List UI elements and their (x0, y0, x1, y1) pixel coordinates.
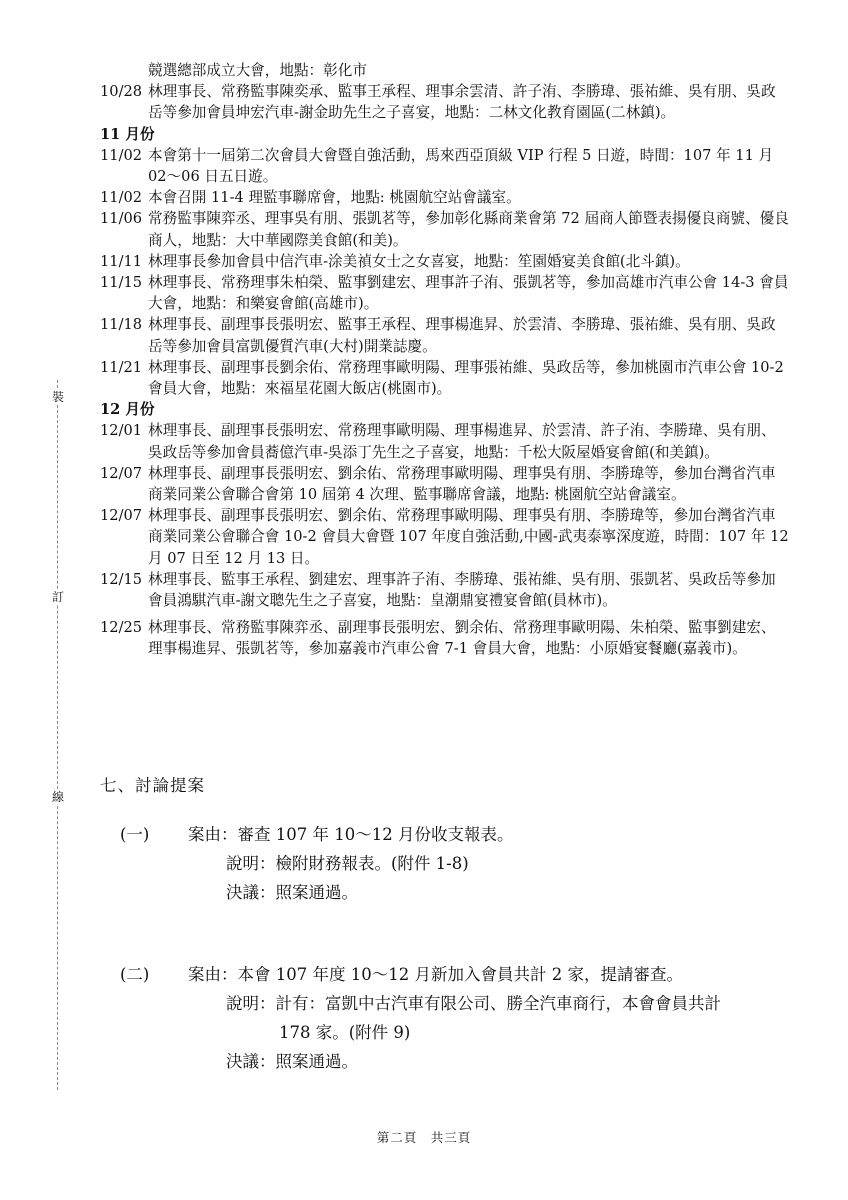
log-entry (100, 251, 790, 272)
entry-text: 常務監事陳弈丞、理事吳有朋、張凱茗等，參加彰化縣商業會第 72 屆商人節暨表揚優良商號、優良商人，地點：大中華國際美食館(和美)。 (148, 210, 789, 249)
activity-log (100, 60, 790, 660)
entry-text: 林理事長、常務理事朱柏榮、監事劉建宏、理事許子洧、張凱茗等，參加高雄市汽車公會 14-3 會員大會，地點：和樂宴會館(高雄市)。 (148, 274, 789, 313)
description-text: 檢附財務報表。(附件 1-8) (275, 854, 469, 873)
month-heading: 12 月份 (100, 401, 155, 419)
resolution-label: 決議： (226, 883, 276, 902)
case-text: 本會 107 年度 10～12 月新加入會員共計 2 家，提請審查。 (237, 965, 683, 984)
entry-text: 林理事長、副理事長張明宏、監事王承程、理事楊進昇、於雲清、李勝瑋、張祐維、吳有朋、吳政岳等參加會員富凱優質汽車(大村)開業誌慶。 (148, 316, 776, 355)
resolution-text: 照案通過。 (275, 883, 358, 902)
binding-mark: 訂 (51, 590, 64, 604)
entry-text: 林理事長、副理事長張明宏、常務理事歐明陽、理事楊進昇、於雲清、許子洧、李勝瑋、吳有朋、吳政岳等參加會員蕎億汽車-吳添丁先生之子喜宴，地點：千松大阪屋婚宴會館(和美鎮)。 (148, 422, 776, 461)
proposal-number: (一) (120, 825, 150, 844)
entry-text: 林理事長、副理事長張明宏、劉余佑、常務理事歐明陽、理事吳有朋、李勝瑋等，參加台灣省汽車商業同業公會聯合會第 10 屆第 4 次理、監事聯席會議，地點: 桃園航空站會議室。 (148, 464, 776, 504)
entry-date: 10/28 (100, 83, 143, 101)
entry-date: 11/02 (100, 189, 143, 207)
log-entry (100, 81, 790, 123)
entry-date: 11/02 (100, 146, 143, 164)
description-text: 計有：富凱中古汽車有限公司、勝全汽車商行，本會會員共計 (275, 994, 721, 1013)
log-entry (100, 569, 790, 611)
log-entry (100, 208, 790, 250)
entry-text: 林理事長、副理事長張明宏、劉余佑、常務理事歐明陽、理事吳有朋、李勝瑋等，參加台灣省汽車商業同業公會聯合會 10-2 會員大會暨 107 年度自強活動,中國-武夷泰寧深度遊，時間：107 年 12 月 07 日至 12 月 13 日。 (148, 507, 789, 567)
log-entry (100, 617, 790, 659)
entry-date: 11/21 (100, 358, 143, 376)
case-label: 案由： (188, 965, 238, 984)
proposal-number: (二) (120, 965, 150, 984)
log-entry (100, 505, 790, 569)
description-text-continued: 178 家。(附件 9) (279, 1023, 411, 1042)
resolution-label: 決議： (226, 1052, 276, 1071)
entry-date: 11/06 (100, 210, 143, 228)
case-text: 審查 107 年 10～12 月份收支報表。 (237, 825, 514, 844)
binding-mark: 線 (51, 790, 64, 804)
proposal-1 (120, 820, 513, 907)
resolution-text: 照案通過。 (275, 1052, 358, 1071)
description-label: 說明： (226, 854, 276, 873)
continuation-line: 競選總部成立大會，地點：彰化市 (148, 62, 367, 79)
binding-line (57, 380, 58, 1090)
entry-text: 林理事長、常務監事陳奕承、監事王承程、理事余雲清、許子洧、李勝瑋、張祐維、吳有朋、吳政岳等參加會員坤宏汽車-謝金助先生之子喜宴，地點：二林文化教育園區(二林鎮)。 (148, 83, 776, 122)
entry-text: 本會第十一屆第二次會員大會暨自強活動，馬來西亞頂級 VIP 行程 5 日遊，時間：107 年 11 月 02～06 日五日遊。 (148, 146, 774, 186)
section-heading: 七、討論提案 (100, 776, 205, 795)
entry-date: 12/25 (100, 619, 143, 637)
log-entry (100, 420, 790, 462)
entry-date: 12/07 (100, 507, 143, 525)
entry-text: 本會召開 11-4 理監事聯席會，地點: 桃園航空站會議室。 (148, 189, 521, 207)
entry-text: 林理事長、監事王承程、劉建宏、理事許子洧、李勝瑋、張祐維、吳有朋、張凱茗、吳政岳等參加會員鴻騏汽車-謝文聰先生之子喜宴，地點：皇潮鼎宴禮宴會館(員林市)。 (148, 570, 776, 610)
log-entry (100, 187, 790, 208)
binding-mark: 裝 (51, 390, 64, 404)
entry-date: 11/18 (100, 316, 143, 334)
proposal-2 (120, 960, 721, 1076)
case-label: 案由： (188, 825, 238, 844)
entry-text: 林理事長、副理事長劉余佑、常務理事歐明陽、理事張祐維、吳政岳等，參加桃園市汽車公會 10-2 會員大會，地點：來福星花園大飯店(桃園市)。 (148, 358, 784, 398)
entry-date: 12/15 (100, 570, 143, 588)
entry-date: 11/15 (100, 274, 143, 292)
entry-date: 12/01 (100, 422, 143, 440)
log-entry (100, 314, 790, 356)
month-heading: 11 月份 (100, 125, 155, 143)
log-entry (100, 357, 790, 399)
page-number: 第二頁 共三頁 (376, 1130, 472, 1145)
log-entry (100, 145, 790, 187)
log-entry (100, 463, 790, 505)
entry-text: 林理事長、常務監事陳弈丞、副理事長張明宏、劉余佑、常務理事歐明陽、朱柏榮、監事劉建宏、理事楊進昇、張凱茗等，參加嘉義市汽車公會 7-1 會員大會，地點：小原婚宴餐廳(嘉義市)。 (148, 619, 776, 658)
description-label: 說明： (226, 994, 276, 1013)
entry-date: 12/07 (100, 464, 143, 482)
log-entry (100, 272, 790, 314)
entry-text: 林理事長參加會員中信汽車-涂美禎女士之女喜宴，地點：笙園婚宴美食館(北斗鎮)。 (148, 252, 690, 270)
entry-date: 11/11 (100, 252, 143, 270)
